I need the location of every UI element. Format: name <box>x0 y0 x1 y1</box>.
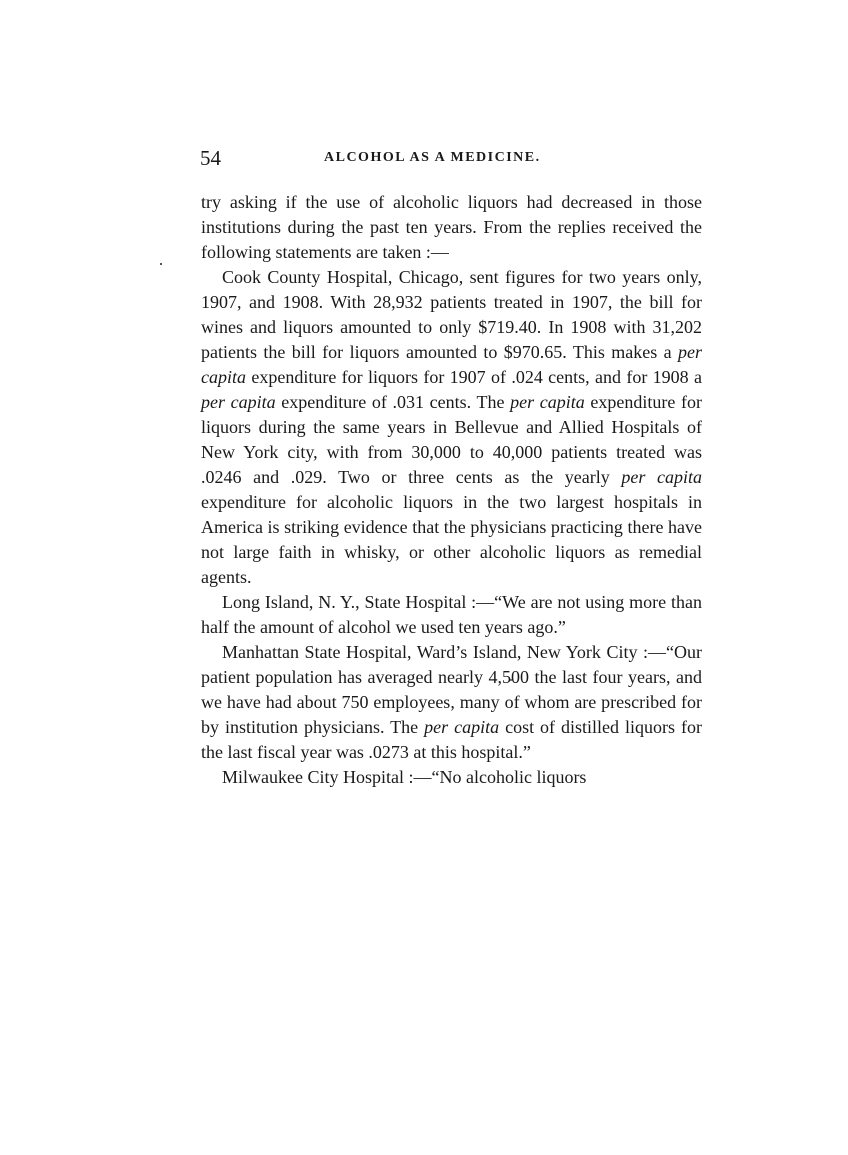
italic-phrase: per capita <box>201 392 276 412</box>
page-header <box>200 146 702 170</box>
text-run: Manhattan State Hospital, Ward’s Island, New York City :—“Our patient population has averaged nearly 4,500 the last four years, and we have had about 750 employees, many of whom are prescribed for by institution physicians. The <box>201 642 702 737</box>
italic-phrase: per capita <box>424 717 500 737</box>
text-run: expenditure for liquors during the same years in Bellevue and Allied Hospitals of New York city, with from 30,000 to 40,000 patients treated was .0246 and .029. Two or three cents as the yearly <box>201 392 702 487</box>
paragraph <box>201 640 702 765</box>
italic-phrase: per capita <box>510 392 585 412</box>
margin-speck <box>160 263 162 265</box>
page-number: 54 <box>200 146 221 170</box>
text-run: Long Island, N. Y., State Hospital :—“We are not using more than half the amount of alcohol we used ten years ago.” <box>201 592 702 637</box>
paragraph <box>201 190 702 265</box>
text-run: expenditure for alcoholic liquors in the two largest hospitals in America is striking evidence that the physicians practicing there have not large faith in whisky, or other alcoholic liquors as remedial agents. <box>201 492 702 587</box>
italic-phrase: per capita <box>621 467 702 487</box>
text-run: expenditure of .031 cents. The <box>275 392 511 412</box>
paragraph <box>201 265 702 590</box>
paragraph <box>201 765 702 790</box>
running-title: ALCOHOL AS A MEDICINE. <box>324 150 541 165</box>
text-run: try asking if the use of alcoholic liquors had decreased in those institutions during the past ten years. From the replies received the following statements are taken :— <box>201 192 702 262</box>
text-run: cost of distilled liquors for the last fiscal year was .0273 at this hospital.” <box>201 717 702 762</box>
text-run: Milwaukee City Hospital :—“No alcoholic liquors <box>222 767 587 787</box>
text-run: Cook County Hospital, Chicago, sent figures for two years only, 1907, and 1908. With 28,932 patients treated in 1907, the bill for wines and liquors amounted to only $719.40. In 1908 with 31,202 patients the bill for liquors amounted to $970.65. This makes a <box>201 267 702 362</box>
body-text <box>201 190 702 790</box>
italic-phrase: per capita <box>201 342 702 387</box>
paragraph <box>201 590 702 640</box>
text-run: expenditure for liquors for 1907 of .024 cents, and for 1908 a <box>246 367 702 387</box>
